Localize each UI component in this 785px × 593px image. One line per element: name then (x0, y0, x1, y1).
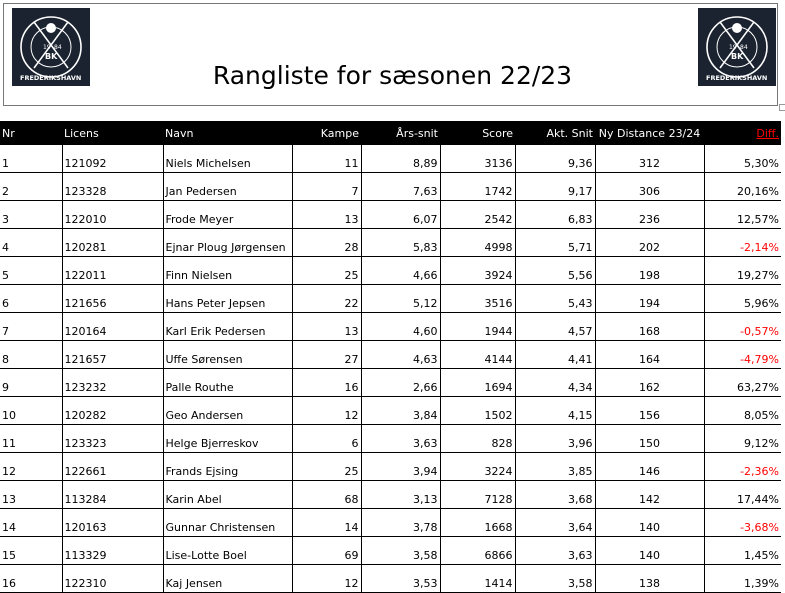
cell-licens: 122661 (62, 453, 163, 481)
cell-ny-distance: 198 (595, 257, 704, 285)
cell-kampe: 25 (292, 453, 361, 481)
cell-kampe: 27 (292, 341, 361, 369)
cell-licens: 120164 (62, 313, 163, 341)
cell-nr: 13 (0, 481, 62, 509)
table-row (0, 285, 781, 313)
table-body (0, 145, 781, 593)
table-row (0, 369, 781, 397)
cell-nr: 12 (0, 453, 62, 481)
logo-year-left: 19 (43, 44, 51, 51)
cell-diff: 12,57% (704, 201, 781, 229)
cell-licens: 123323 (62, 425, 163, 453)
cell-kampe: 25 (292, 257, 361, 285)
cell-kampe: 68 (292, 481, 361, 509)
cell-diff: 17,44% (704, 481, 781, 509)
cell-licens: 122310 (62, 565, 163, 593)
logo-club-city: FREDERIKSHAVN (706, 74, 768, 82)
cell-nr: 7 (0, 313, 62, 341)
cell-score: 1694 (440, 369, 515, 397)
cell-aars-snit: 4,60 (361, 313, 440, 341)
cell-nr: 1 (0, 145, 62, 173)
cell-score: 3516 (440, 285, 515, 313)
cell-akt-snit: 3,64 (515, 509, 595, 537)
col-header-kampe: Kampe (292, 121, 361, 145)
cell-akt-snit: 3,63 (515, 537, 595, 565)
cell-licens: 122011 (62, 257, 163, 285)
cell-akt-snit: 4,41 (515, 341, 595, 369)
cell-diff: 9,12% (704, 425, 781, 453)
logo-year-right: 84 (54, 44, 62, 51)
cell-ny-distance: 164 (595, 341, 704, 369)
col-header-ny-distance: Ny Distance 23/24 (595, 121, 704, 145)
cell-navn: Karl Erik Pedersen (163, 313, 292, 341)
table-row (0, 481, 781, 509)
cell-aars-snit: 3,84 (361, 397, 440, 425)
cell-diff: 20,16% (704, 173, 781, 201)
cell-navn: Geo Andersen (163, 397, 292, 425)
cell-aars-snit: 8,89 (361, 145, 440, 173)
cell-aars-snit: 7,63 (361, 173, 440, 201)
header-box (3, 3, 778, 106)
cell-ny-distance: 140 (595, 509, 704, 537)
cell-akt-snit: 4,15 (515, 397, 595, 425)
cell-navn: Lise-Lotte Boel (163, 537, 292, 565)
cell-licens: 123328 (62, 173, 163, 201)
cell-nr: 5 (0, 257, 62, 285)
cell-nr: 6 (0, 285, 62, 313)
cell-navn: Palle Routhe (163, 369, 292, 397)
cell-nr: 9 (0, 369, 62, 397)
cell-nr: 14 (0, 509, 62, 537)
cell-aars-snit: 3,63 (361, 425, 440, 453)
cell-nr: 2 (0, 173, 62, 201)
cell-ny-distance: 142 (595, 481, 704, 509)
table-row (0, 565, 781, 593)
cell-licens: 113284 (62, 481, 163, 509)
cell-diff: 63,27% (704, 369, 781, 397)
logo-year-right: 84 (740, 44, 748, 51)
cell-ny-distance: 168 (595, 313, 704, 341)
logo-club-short: BK (45, 52, 58, 61)
cell-navn: Hans Peter Jepsen (163, 285, 292, 313)
cell-score: 1414 (440, 565, 515, 593)
cell-kampe: 11 (292, 145, 361, 173)
cell-navn: Frands Ejsing (163, 453, 292, 481)
cell-navn: Kaj Jensen (163, 565, 292, 593)
col-header-akt-snit: Akt. Snit (515, 121, 595, 145)
cell-akt-snit: 5,43 (515, 285, 595, 313)
cell-ny-distance: 140 (595, 537, 704, 565)
cell-diff: 5,96% (704, 285, 781, 313)
cell-navn: Uffe Sørensen (163, 341, 292, 369)
cell-akt-snit: 4,34 (515, 369, 595, 397)
cell-aars-snit: 3,53 (361, 565, 440, 593)
cell-nr: 10 (0, 397, 62, 425)
cell-score: 2542 (440, 201, 515, 229)
resize-handle[interactable] (779, 104, 785, 111)
cell-nr: 15 (0, 537, 62, 565)
cell-diff: -4,79% (704, 341, 781, 369)
page-title: Rangliste for sæsonen 22/23 (212, 61, 573, 90)
cell-navn: Finn Nielsen (163, 257, 292, 285)
cell-akt-snit: 6,83 (515, 201, 595, 229)
cell-navn: Frode Meyer (163, 201, 292, 229)
cell-score: 4998 (440, 229, 515, 257)
col-header-diff (704, 121, 781, 145)
logo-club-short: BK (731, 52, 744, 61)
cell-aars-snit: 3,58 (361, 537, 440, 565)
cell-navn: Ejnar Ploug Jørgensen (163, 229, 292, 257)
col-header-licens: Licens (62, 121, 163, 145)
table-row (0, 229, 781, 257)
cell-ny-distance: 162 (595, 369, 704, 397)
table-row (0, 341, 781, 369)
cell-score: 3224 (440, 453, 515, 481)
cell-aars-snit: 3,13 (361, 481, 440, 509)
cell-ny-distance: 202 (595, 229, 704, 257)
table-header-row (0, 121, 781, 145)
cell-score: 7128 (440, 481, 515, 509)
table-row (0, 425, 781, 453)
cell-diff: 19,27% (704, 257, 781, 285)
cell-ny-distance: 150 (595, 425, 704, 453)
cell-navn: Karin Abel (163, 481, 292, 509)
cell-diff: 1,45% (704, 537, 781, 565)
table-row (0, 257, 781, 285)
cell-akt-snit: 3,58 (515, 565, 595, 593)
cell-navn: Jan Pedersen (163, 173, 292, 201)
cell-ny-distance: 194 (595, 285, 704, 313)
cell-navn: Gunnar Christensen (163, 509, 292, 537)
cell-ny-distance: 306 (595, 173, 704, 201)
cell-licens: 120282 (62, 397, 163, 425)
cell-kampe: 12 (292, 565, 361, 593)
cell-licens: 122010 (62, 201, 163, 229)
cell-kampe: 22 (292, 285, 361, 313)
cell-score: 3136 (440, 145, 515, 173)
cell-nr: 4 (0, 229, 62, 257)
cell-aars-snit: 2,66 (361, 369, 440, 397)
cell-navn: Helge Bjerreskov (163, 425, 292, 453)
cell-ny-distance: 138 (595, 565, 704, 593)
cell-ny-distance: 156 (595, 397, 704, 425)
cell-diff: -2,14% (704, 229, 781, 257)
cell-score: 1502 (440, 397, 515, 425)
cell-diff: 1,39% (704, 565, 781, 593)
cell-kampe: 69 (292, 537, 361, 565)
cell-kampe: 28 (292, 229, 361, 257)
cell-score: 6866 (440, 537, 515, 565)
cell-kampe: 12 (292, 397, 361, 425)
cell-nr: 16 (0, 565, 62, 593)
cell-licens: 121657 (62, 341, 163, 369)
cell-licens: 121092 (62, 145, 163, 173)
cell-kampe: 16 (292, 369, 361, 397)
col-header-nr: Nr (0, 121, 62, 145)
cell-score: 1668 (440, 509, 515, 537)
cell-aars-snit: 6,07 (361, 201, 440, 229)
table-row (0, 145, 781, 173)
cell-akt-snit: 9,36 (515, 145, 595, 173)
cell-aars-snit: 3,78 (361, 509, 440, 537)
logo-club-city: FREDERIKSHAVN (20, 74, 82, 82)
table-row (0, 313, 781, 341)
cell-licens: 120281 (62, 229, 163, 257)
cell-aars-snit: 4,66 (361, 257, 440, 285)
cell-akt-snit: 5,71 (515, 229, 595, 257)
table-row (0, 173, 781, 201)
table-row (0, 397, 781, 425)
cell-ny-distance: 312 (595, 145, 704, 173)
cell-akt-snit: 3,96 (515, 425, 595, 453)
table-row (0, 509, 781, 537)
table-row (0, 453, 781, 481)
table-row (0, 537, 781, 565)
cell-nr: 8 (0, 341, 62, 369)
cell-ny-distance: 146 (595, 453, 704, 481)
cell-diff: 8,05% (704, 397, 781, 425)
cell-kampe: 6 (292, 425, 361, 453)
cell-kampe: 13 (292, 201, 361, 229)
cell-licens: 123232 (62, 369, 163, 397)
cell-diff: -2,36% (704, 453, 781, 481)
logo-year-left: 19 (729, 44, 737, 51)
cell-akt-snit: 9,17 (515, 173, 595, 201)
cell-aars-snit: 3,94 (361, 453, 440, 481)
cell-navn: Niels Michelsen (163, 145, 292, 173)
cell-akt-snit: 3,68 (515, 481, 595, 509)
cell-ny-distance: 236 (595, 201, 704, 229)
cell-licens: 120163 (62, 509, 163, 537)
cell-score: 828 (440, 425, 515, 453)
cell-score: 3924 (440, 257, 515, 285)
cell-diff: 5,30% (704, 145, 781, 173)
cell-akt-snit: 4,57 (515, 313, 595, 341)
col-header-aars-snit: Års-snit (361, 121, 440, 145)
cell-nr: 11 (0, 425, 62, 453)
cell-kampe: 7 (292, 173, 361, 201)
cell-licens: 121656 (62, 285, 163, 313)
col-header-score: Score (440, 121, 515, 145)
cell-akt-snit: 5,56 (515, 257, 595, 285)
cell-score: 1944 (440, 313, 515, 341)
cell-kampe: 13 (292, 313, 361, 341)
cell-score: 4144 (440, 341, 515, 369)
cell-licens: 113329 (62, 537, 163, 565)
cell-diff: -0,57% (704, 313, 781, 341)
cell-aars-snit: 5,12 (361, 285, 440, 313)
cell-akt-snit: 3,85 (515, 453, 595, 481)
cell-diff: -3,68% (704, 509, 781, 537)
ranking-table (0, 121, 781, 593)
cell-aars-snit: 5,83 (361, 229, 440, 257)
cell-score: 1742 (440, 173, 515, 201)
cell-nr: 3 (0, 201, 62, 229)
table-row (0, 201, 781, 229)
col-header-diff-label: Diff. (756, 126, 779, 140)
col-header-navn: Navn (163, 121, 292, 145)
cell-aars-snit: 4,63 (361, 341, 440, 369)
cell-kampe: 14 (292, 509, 361, 537)
